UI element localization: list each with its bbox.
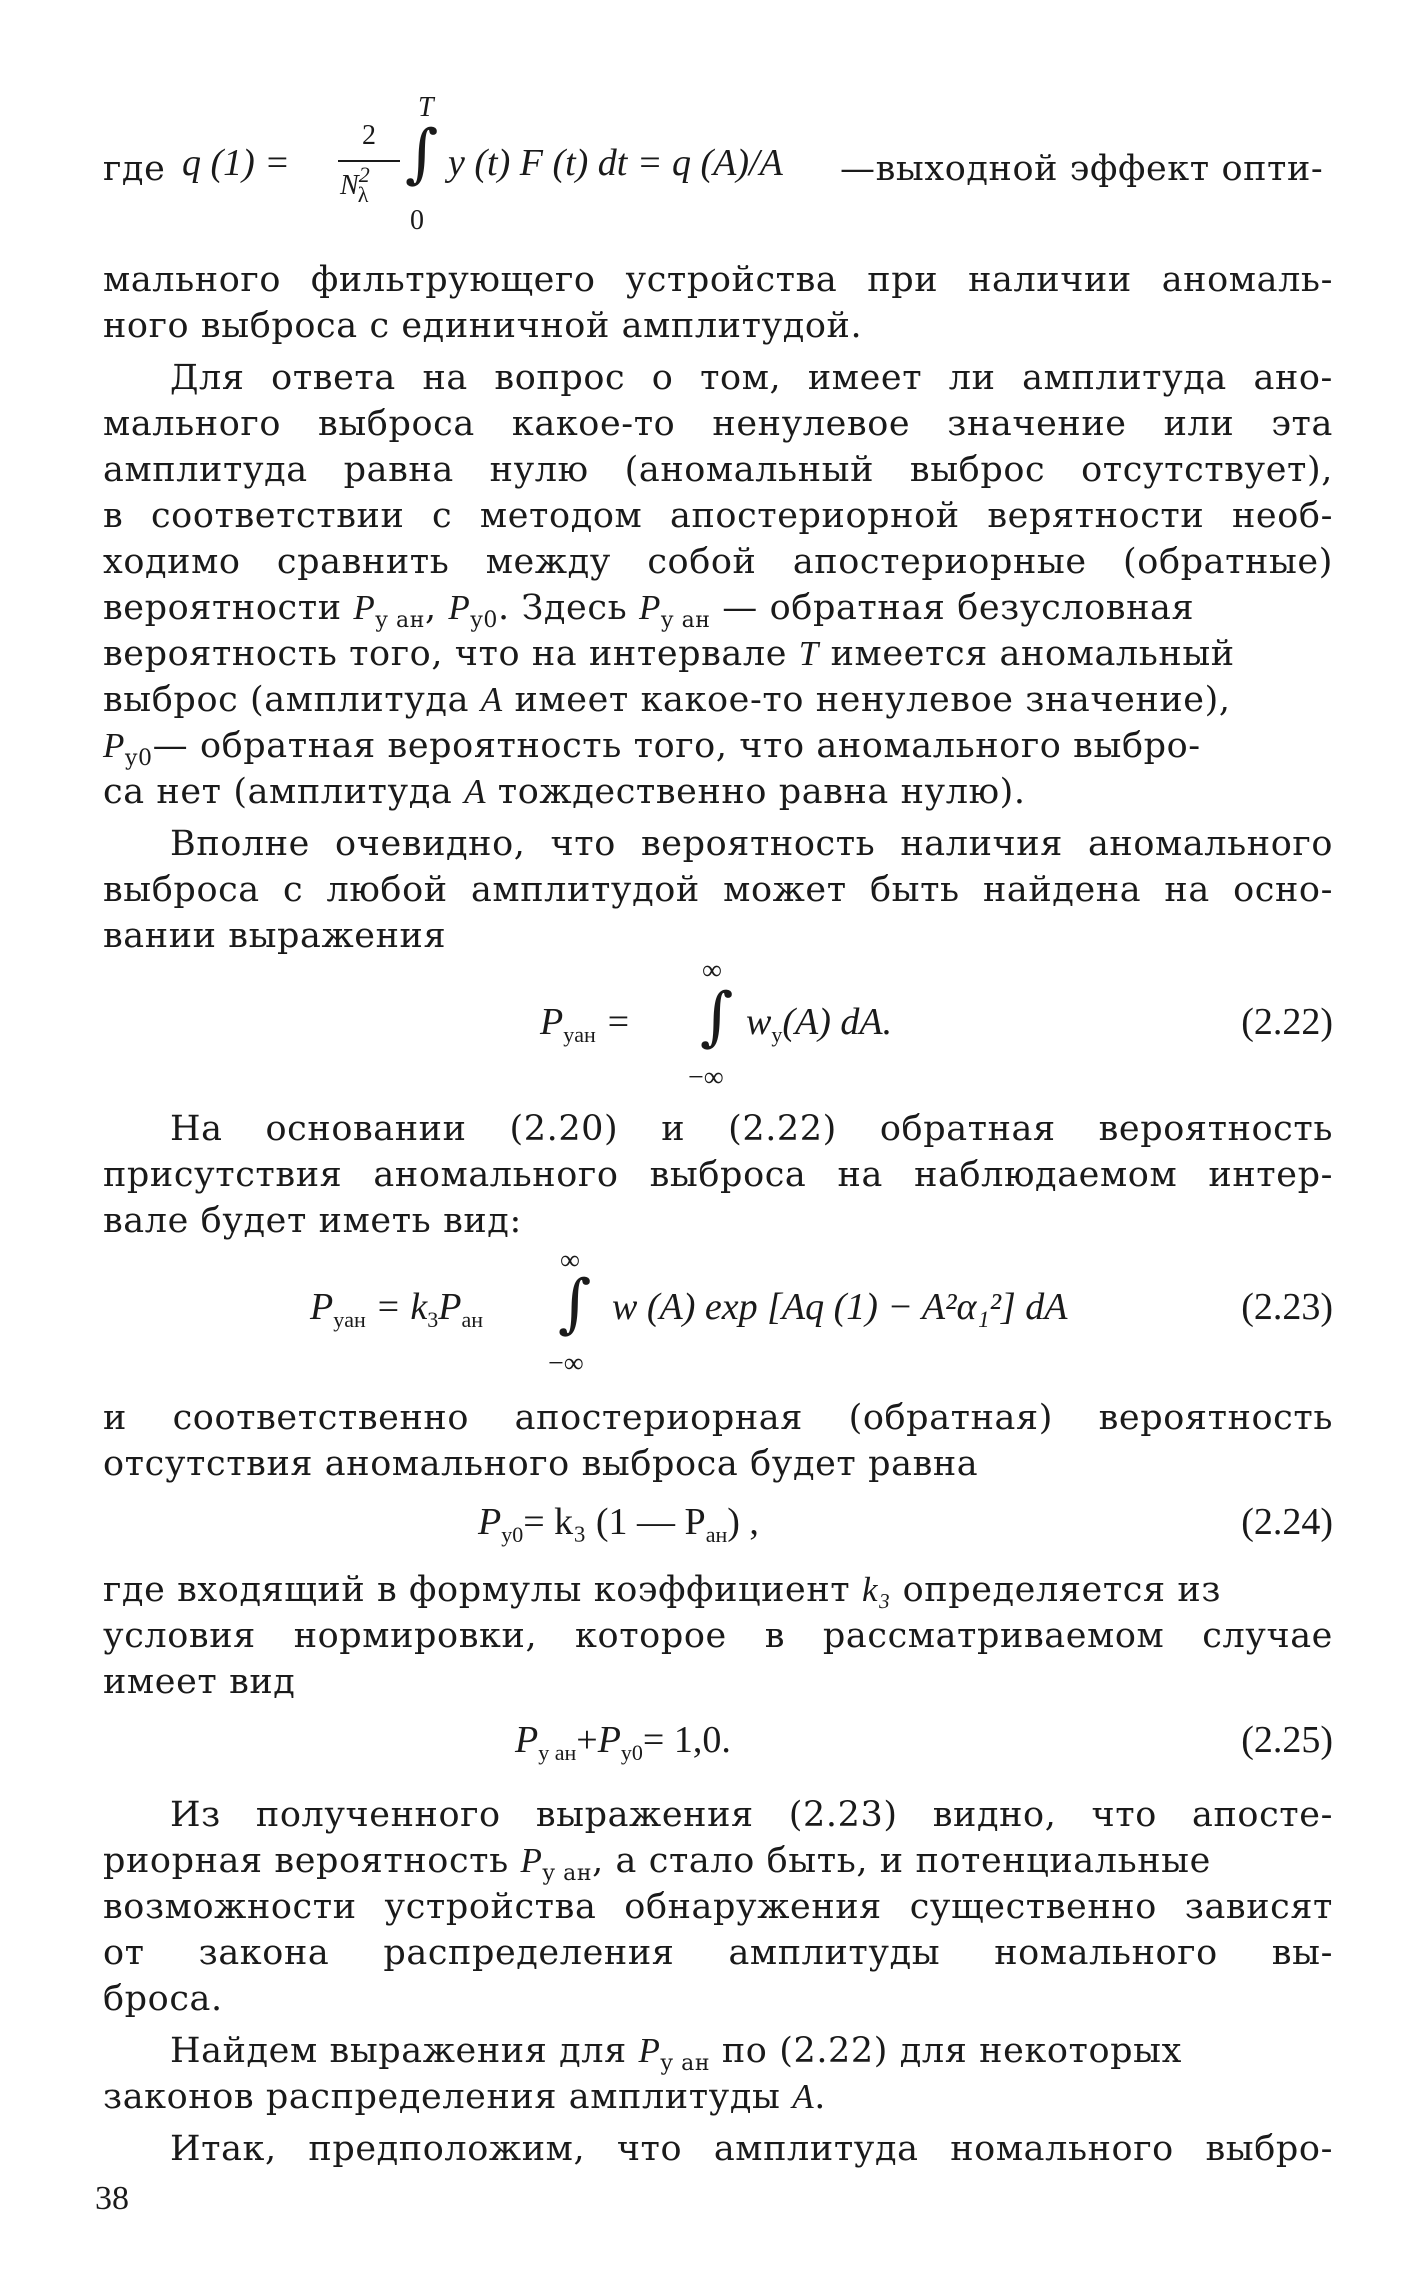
para3-line1: Вполне очевидно, что вероятность наличия аномального <box>170 824 1333 864</box>
top-formula-integrand: y (t) F (t) dt = q (A)/A <box>448 142 783 184</box>
page-number: 38 <box>95 2180 129 2217</box>
para2-line9: $P_{y0}—$ обратная вероятность того, что аномального выбро- <box>103 726 1201 771</box>
para6-line1: где входящий в формулы коэффициент k₃ определяется из <box>103 1570 1222 1610</box>
para8-line1: Найдем выражения для $P_{y ан}$ по (2.22) для некоторых <box>170 2031 1182 2076</box>
para7-line2: риорная вероятность $P_{y ан}$, а стало быть, и потенциальные <box>103 1841 1211 1886</box>
para5-line1: и соответственно апостериорная (обратная) вероятность <box>103 1398 1333 1438</box>
top-formula-lhs: q (1) = <box>182 142 290 184</box>
eq222-lower: −∞ <box>688 1062 724 1093</box>
para2-line1: Для ответа на вопрос о том, имеет ли амплитуда ано- <box>170 358 1333 398</box>
eq223-number: (2.23) <box>1241 1286 1333 1328</box>
para2-line5: ходимо сравнить между собой апостериорные (обратные) <box>103 542 1333 582</box>
para1-line2: ного выброса с единичной амплитудой. <box>103 306 863 346</box>
para7-line1: Из полученного выражения (2.23) видно, что апосте- <box>170 1795 1333 1835</box>
para2-line10: са нет (амплитуда A тождественно равна нулю). <box>103 772 1026 812</box>
para2-line4: в соответствии с методом апостериорной верятности необ- <box>103 496 1333 536</box>
eq222-number: (2.22) <box>1241 1001 1333 1043</box>
eq224-number: (2.24) <box>1241 1501 1333 1543</box>
eq225-body: $P_{y ан}+P_{y0}= 1,0$. <box>515 1719 731 1765</box>
para2-line8: выброс (амплитуда A имеет какое-то ненулевое значение), <box>103 680 1231 720</box>
top-formula-frac-num: 2 <box>362 120 376 151</box>
para7-line3: возможности устройства обнаружения существенно зависят <box>103 1887 1333 1927</box>
top-formula-frac-den: $N^2_\lambda$ <box>340 162 370 207</box>
para3-line3: вании выражения <box>103 916 447 956</box>
para4-line3: вале будет иметь вид: <box>103 1201 522 1241</box>
integral-sign-icon: ∫ <box>558 1267 592 1341</box>
integral-sign-icon: ∫ <box>405 117 439 191</box>
para4-line1: На основании (2.20) и (2.22) обратная вероятность <box>170 1109 1333 1149</box>
para4-line2: присутствия аномального выброса на наблюдаемом интер- <box>103 1155 1333 1195</box>
eq223-body: w (A) exp [Aq (1) − A²α₁²] dA <box>612 1286 1068 1328</box>
para7-line4: от закона распределения амплитуды номального вы- <box>103 1933 1333 1973</box>
para2-line7: вероятность того, что на интервале T имеется аномальный <box>103 634 1235 674</box>
para2-line6: вероятности $P_{y ан}$, $P_{y0}$. Здесь $P_{y ан}$ — обратная безусловная <box>103 588 1195 633</box>
eq222-body: $w_y(A)$ dA. <box>746 1001 893 1047</box>
eq223-upper: ∞ <box>560 1245 580 1276</box>
top-formula-prefix: где <box>103 149 166 189</box>
para7-line5: броса. <box>103 1979 223 2019</box>
para2-line2: мального выброса какое-то ненулевое значение или эта <box>103 404 1333 444</box>
para5-line2: отсутствия аномального выброса будет равна <box>103 1444 979 1484</box>
para2-line3: амплитуда равна нулю (аномальный выброс отсутствует), <box>103 450 1333 490</box>
para6-line3: имеет вид <box>103 1662 296 1702</box>
eq225-number: (2.25) <box>1241 1719 1333 1761</box>
eq223-lower: −∞ <box>548 1348 584 1379</box>
eq222-upper: ∞ <box>702 955 722 986</box>
top-formula-int-upper: T <box>418 92 434 123</box>
integral-sign-icon: ∫ <box>700 980 734 1054</box>
para3-line2: выброса с любой амплитудой может быть найдена на осно- <box>103 870 1333 910</box>
eq224-body: $P_{y0}= k_3$ (1 — $P_{ан}$) , <box>478 1501 759 1547</box>
para1-line1: мального фильтрующего устройства при наличии аномаль- <box>103 260 1333 300</box>
top-formula-suffix: —выходной эффект опти- <box>840 149 1324 189</box>
eq223-lhs: $P_{yан} = k_3P_{ан}$ <box>310 1286 484 1332</box>
eq222-lhs: $P_{yан}$ = <box>540 1001 631 1047</box>
para6-line2: условия нормировки, которое в рассматриваемом случае <box>103 1616 1333 1656</box>
para9-line1: Итак, предположим, что амплитуда номального выбро- <box>170 2129 1333 2169</box>
top-formula-int-lower: 0 <box>410 205 424 236</box>
para8-line2: законов распределения амплитуды A. <box>103 2077 826 2117</box>
